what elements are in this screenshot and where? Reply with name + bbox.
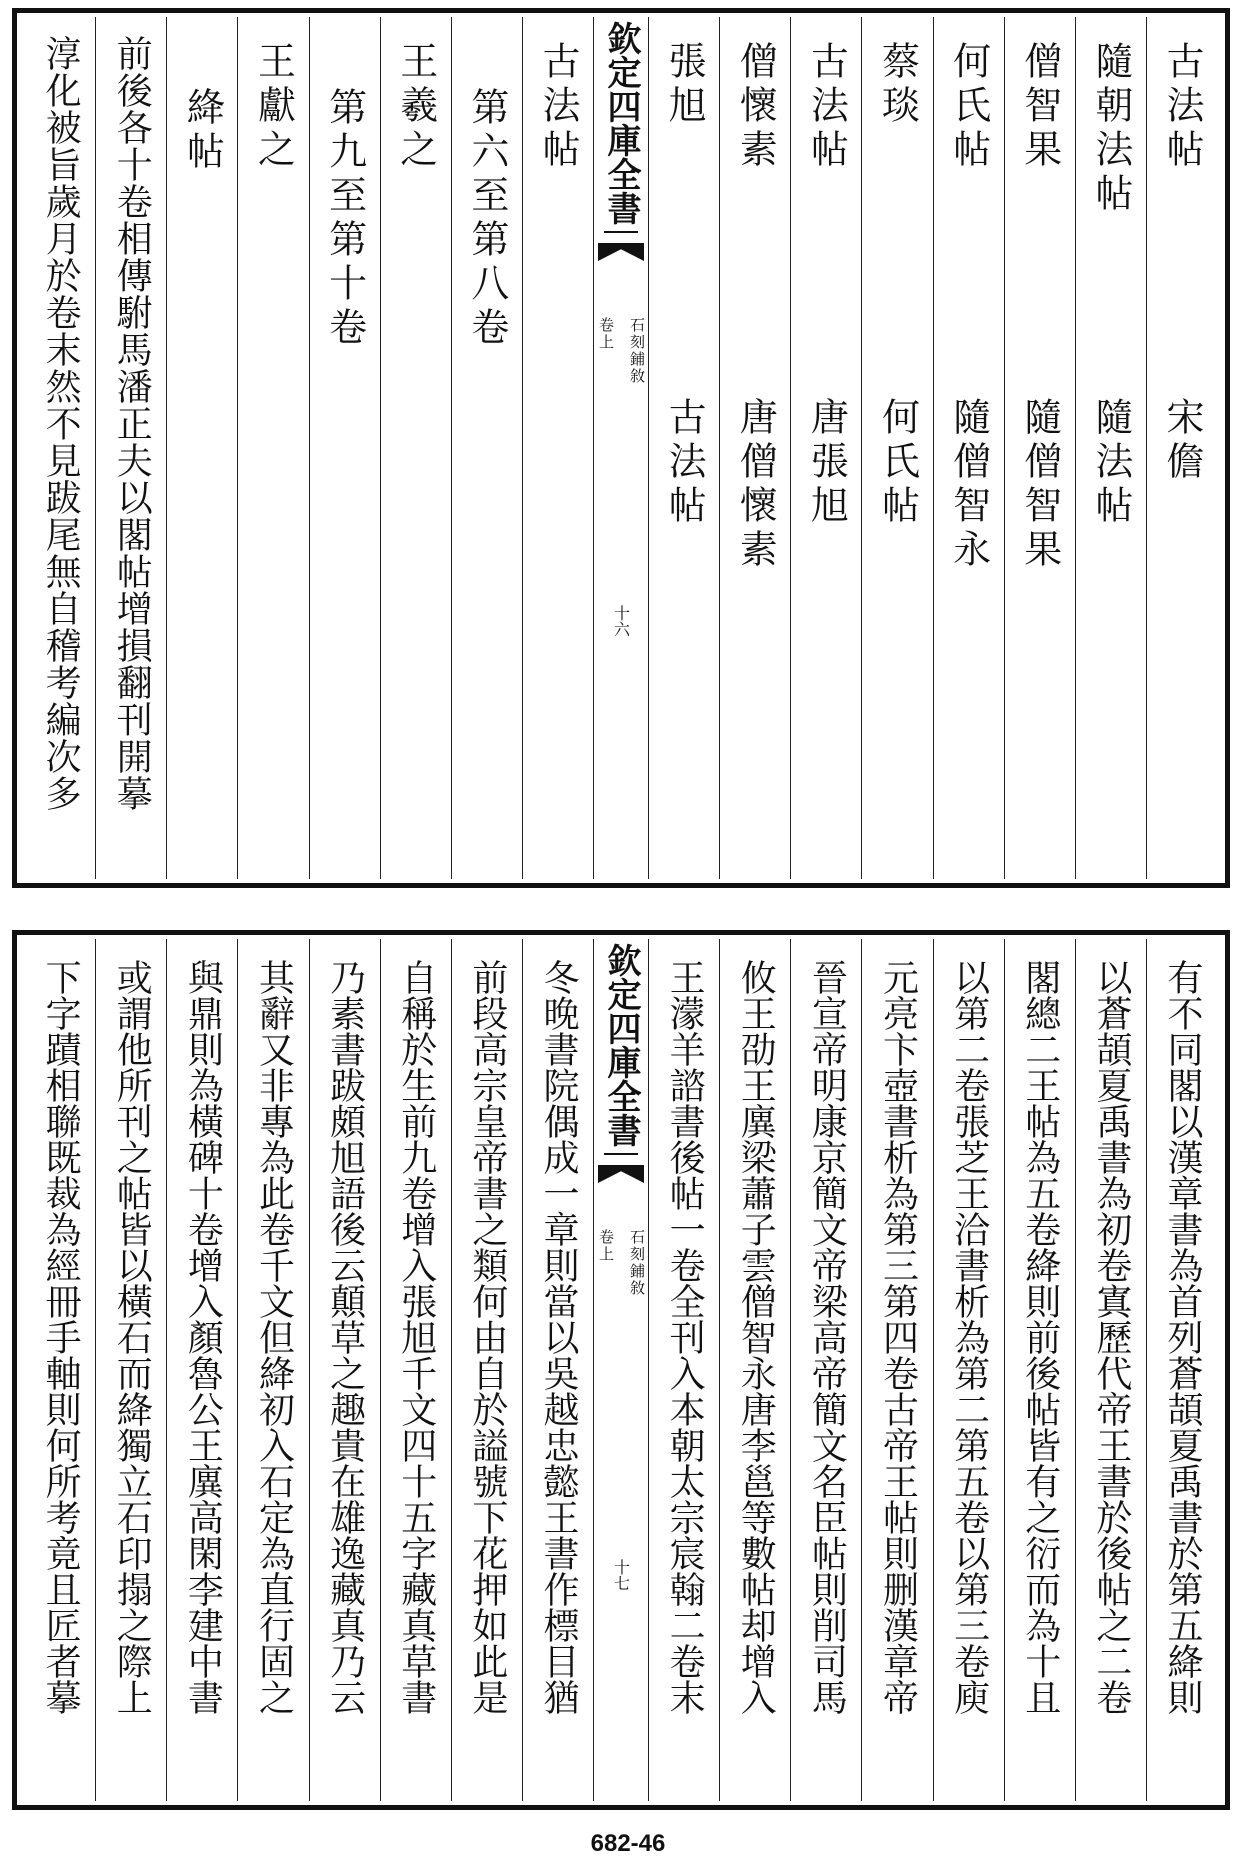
top-col-l8 bbox=[25, 17, 95, 879]
bottom-col-r6-text: 晉宣帝明康京簡文帝梁高帝簡文名臣帖則削司馬 bbox=[806, 959, 848, 1715]
top-col-l7-text: 前後各十卷相傳駙馬潘正夫以閣帖增損翻刊開摹 bbox=[111, 35, 153, 812]
bottom-col-l6 bbox=[166, 939, 237, 1801]
bottom-banxin-subtitle: 石刻鋪敘 bbox=[628, 1229, 646, 1297]
bottom-col-l6-text: 與鼎則為橫碑十卷增入顏魯公王廙高閑李建中書 bbox=[182, 959, 224, 1715]
top-col-r3-source: 隨僧智果 bbox=[1017, 397, 1062, 573]
bottom-col-r2-text: 以蒼頡夏禹書為初卷寘歷代帝王書於後帖之二卷 bbox=[1090, 959, 1132, 1715]
top-col-l1-text: 古法帖 bbox=[535, 41, 580, 173]
top-col-r8-heading: 張旭 bbox=[662, 41, 707, 129]
top-col-r6 bbox=[790, 17, 861, 879]
bottom-banxin-volume: 卷上 bbox=[597, 1229, 615, 1263]
bottom-col-r6 bbox=[790, 939, 861, 1801]
bottom-col-r5-text: 元亮卞壺書析為第三第四卷古帝王帖則删漢章帝 bbox=[877, 959, 919, 1715]
top-col-l6-text: 絳帖 bbox=[180, 87, 225, 175]
top-page-columns bbox=[25, 17, 1217, 879]
bottom-col-r4 bbox=[933, 939, 1004, 1801]
bottom-col-r8-text: 王濛羊諮書後帖一卷全刊入本朝太宗宸翰二卷末 bbox=[664, 959, 706, 1715]
top-col-r2 bbox=[1075, 17, 1146, 879]
bottom-page bbox=[12, 930, 1230, 1810]
bottom-col-r4-text: 以第二卷張芝王洽書析為第二第五卷以第三卷庾 bbox=[948, 959, 990, 1715]
bottom-fishtail-ornament bbox=[598, 1165, 644, 1183]
top-col-r8 bbox=[648, 17, 719, 879]
bottom-col-r3-text: 閣總二王帖為五卷絳則前後帖皆有之衍而為十且 bbox=[1019, 959, 1061, 1715]
bottom-col-r2 bbox=[1075, 939, 1146, 1801]
bottom-col-r1-text: 有不同閣以漢章書為首列蒼頡夏禹書於第五絳則 bbox=[1161, 959, 1203, 1715]
top-col-l5 bbox=[237, 17, 308, 879]
top-col-r5-source: 何氏帖 bbox=[875, 397, 920, 529]
top-banxin-page-number: 十六 bbox=[611, 605, 631, 637]
top-col-r6-heading: 古法帖 bbox=[804, 41, 849, 173]
top-page bbox=[12, 8, 1230, 888]
bottom-col-l7 bbox=[95, 939, 166, 1801]
top-col-r4 bbox=[933, 17, 1004, 879]
bottom-col-r7 bbox=[719, 939, 790, 1801]
top-col-l2 bbox=[451, 17, 522, 879]
top-col-r5-heading: 蔡琰 bbox=[875, 41, 920, 129]
bottom-col-l1 bbox=[522, 939, 593, 1801]
bottom-col-l8-text: 下字蹟相聯既裁為經冊手軸則何所考竟且匠者摹 bbox=[40, 959, 82, 1715]
top-col-r2-source: 隨法帖 bbox=[1088, 397, 1133, 529]
top-col-r4-source: 隨僧智永 bbox=[946, 397, 991, 573]
bottom-banxin-title: 欽定四庫全書 bbox=[604, 943, 638, 1155]
top-banxin-title: 欽定四庫全書 bbox=[604, 21, 638, 233]
bottom-col-l4-text: 乃素書跋頗旭語後云顛草之趣貴在雄逸藏真乃云 bbox=[324, 959, 366, 1715]
page-number: 682-46 bbox=[590, 1830, 666, 1857]
bottom-col-l8 bbox=[25, 939, 95, 1801]
top-col-r1-heading: 古法帖 bbox=[1159, 41, 1204, 173]
top-col-r8-source: 古法帖 bbox=[662, 397, 707, 529]
top-col-l5-text: 王獻之 bbox=[251, 41, 296, 173]
bottom-col-r5 bbox=[861, 939, 932, 1801]
bottom-col-l2 bbox=[451, 939, 522, 1801]
top-col-r3-heading: 僧智果 bbox=[1017, 41, 1062, 173]
bottom-col-r8 bbox=[648, 939, 719, 1801]
top-col-l4-text: 第九至第十卷 bbox=[322, 87, 367, 351]
top-col-l7 bbox=[95, 17, 166, 879]
bottom-col-l5 bbox=[237, 939, 308, 1801]
top-col-r4-heading: 何氏帖 bbox=[946, 41, 991, 173]
top-col-l4 bbox=[309, 17, 380, 879]
bottom-col-l2-text: 前段高宗皇帝書之類何由自於謚號下花押如此是 bbox=[466, 959, 508, 1715]
top-col-r6-source: 唐張旭 bbox=[804, 397, 849, 529]
bottom-col-r1 bbox=[1146, 939, 1217, 1801]
top-col-r5 bbox=[861, 17, 932, 879]
bottom-col-l5-text: 其辭又非專為此卷千文但絳初入石定為直行固之 bbox=[253, 959, 295, 1715]
top-col-l3 bbox=[380, 17, 451, 879]
bottom-col-l1-text: 冬晚書院偶成一章則當以吳越忠懿王書作標目猶 bbox=[537, 959, 579, 1715]
top-col-r1 bbox=[1146, 17, 1217, 879]
top-col-l1 bbox=[522, 17, 593, 879]
bottom-banxin bbox=[593, 939, 648, 1801]
top-banxin-volume: 卷上 bbox=[597, 317, 615, 351]
top-banxin-subtitle: 石刻鋪敘 bbox=[628, 317, 646, 385]
top-fishtail-ornament bbox=[598, 243, 644, 261]
top-col-r7 bbox=[719, 17, 790, 879]
top-col-r2-heading: 隨朝法帖 bbox=[1088, 41, 1133, 217]
top-col-l3-text: 王羲之 bbox=[393, 41, 438, 173]
bottom-col-r3 bbox=[1004, 939, 1075, 1801]
top-col-l8-text: 淳化被旨歲月於卷末然不見跋尾無自稽考編次多 bbox=[40, 35, 82, 812]
bottom-page-columns bbox=[25, 939, 1217, 1801]
bottom-col-l7-text: 或謂他所刊之帖皆以橫石而絳獨立石印搨之際上 bbox=[111, 959, 153, 1715]
top-col-r7-source: 唐僧懷素 bbox=[733, 397, 778, 573]
top-banxin bbox=[593, 17, 648, 879]
bottom-banxin-page-number: 十七 bbox=[611, 1559, 631, 1591]
top-col-r3 bbox=[1004, 17, 1075, 879]
top-col-r7-heading: 僧懷素 bbox=[733, 41, 778, 173]
bottom-col-l3-text: 自稱於生前九卷增入張旭千文四十五字藏真草書 bbox=[395, 959, 437, 1715]
top-col-l6 bbox=[166, 17, 237, 879]
top-col-l2-text: 第六至第八卷 bbox=[464, 87, 509, 351]
bottom-col-l4 bbox=[309, 939, 380, 1801]
top-col-r1-source: 宋儋 bbox=[1159, 397, 1204, 485]
bottom-col-l3 bbox=[380, 939, 451, 1801]
bottom-col-r7-text: 攸王劭王廙梁蕭子雲僧智永唐李邕等數帖却增入 bbox=[735, 959, 777, 1715]
